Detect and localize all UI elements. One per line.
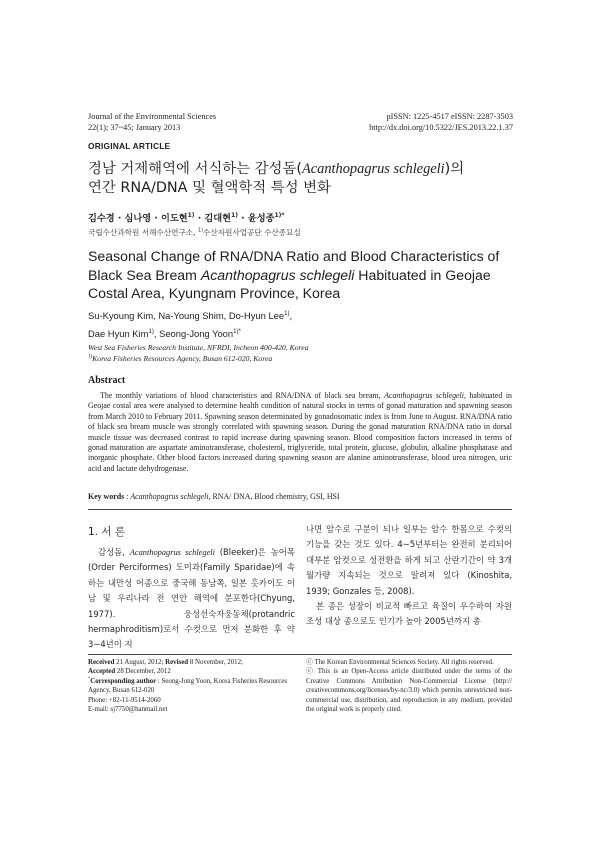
keywords: Key words : Acanthopagrus schlegeli, RNA/ DNA, Blood chemistry, GSI, HSI — [88, 492, 340, 501]
abstract-species: Acanthopagrus schlegeli — [384, 391, 464, 400]
footnote-dates: Received 21 August, 2012; Revised 8 November, 2012; Accepted 28 December, 2012 *Corresponding author : Seong-Jong Yoon, Korea Fisheries Resources Agency, Busan 612-020 Phone: +82-11-9514-2060 E-mail: sj7750@hanmail.net — [88, 658, 292, 714]
korean-title-species: Acanthopagrus schlegeli — [301, 161, 445, 177]
corresponding-email[interactable]: E-mail: sj7750@hanmail.net — [88, 706, 168, 714]
footnote-divider — [88, 654, 512, 655]
keywords-divider — [88, 509, 512, 510]
section-heading-introduction: 1. 서 론 — [88, 526, 125, 538]
abstract-heading: Abstract — [88, 375, 126, 386]
english-title-species: Acanthopagrus schlegeli — [200, 266, 355, 283]
intro-species: Acanthopagrus schlegeli — [129, 548, 215, 557]
footnote-license: ⓒ The Korean Environmental Sciences Society. All rights reserved. ⓒ This is an Open-Access article distributed under the terms of the Creative Commons Attribution Non-Commercial License (http:// creativecommons.org/licenses/by-nc/3.0) which permits unrestricted non-commercial use, distribution, and reproduction in any medium, provided the original work is properly cited. — [306, 659, 512, 714]
korean-title-line1: 경남 거제해역에 서식하는 감성돔(Acanthopagrus schlegeli)의 — [88, 161, 465, 177]
intro-right-column: 나면 암수로 구분이 되나 일부는 암수 한몸으로 수컷의 기능을 갖는 것도 있다. 4∼5년부터는 완전히 분리되어 대부분 암컷으로 성전환을 하게 되고 산란기간이 약 3개월가량 지속되는 것으로 알려져 있다 (Kinoshita, 1939; Gonzales 등, 2008). 본 종은 성장이 비교적 빠르고 육질이 우수하여 자원조성 대상 종으로도 인기가 높아 2005년까지 총 — [306, 524, 512, 627]
journal-issue: 22(1); 37~45; January 2013 — [88, 123, 181, 132]
article-type: ORIGINAL ARTICLE — [88, 141, 171, 151]
english-title-line3: Costal Area, Kyungnam Province, Korea — [88, 285, 341, 301]
english-affiliation: West Sea Fisheries Research Institute, NFRDI, Incheon 400-420, Korea $^{1)}$Korea Fisheries Resources Agency, Busan 612-020, Korea — [88, 343, 309, 363]
journal-doi[interactable]: http://dx.doi.org/10.5322/JES.2013.22.1.37 — [369, 123, 513, 132]
journal-issn: pISSN: 1225-4517 eISSN: 2287-3503 — [386, 112, 513, 121]
english-title — [88, 247, 528, 303]
intro-left-column: 감성돔, Acanthopagrus schlegeli (Bleeker)은 농어목(Order Perciformes) 도미과(Family Sparidae)에 속하는 내만성 어종으로 중국해 동남쪽, 일본 홋카이도 이남 및 우리나라 전 연안 해역에 분포한다(Chyung, 1977). 웅성선숙자웅동체(protandric hermaphroditism)로서 수컷으로 먼저 분화한 후 약 3∼4년이 지 — [88, 547, 295, 650]
english-title-line2: Black Sea Bream Acanthopagrus schlegeli Habituated in Geojae — [88, 266, 491, 283]
english-authors: Su-Kyoung Kim, Na-Young Shim, Do-Hyun Lee$^{1)}$, Dae Hyun Kim$^{1)}$, Seong-Jong Yoon$^{1)*}$ — [88, 309, 293, 339]
english-title-line1: Seasonal Change of RNA/DNA Ratio and Blood Characteristics of — [88, 248, 500, 264]
korean-title — [88, 160, 518, 198]
korean-affiliation: 국립수산과학원 서해수산연구소, $^{1)}$수산자원사업공단 수산종묘실 — [88, 227, 301, 237]
korean-title-line2: 연간 RNA/DNA 및 혈액학적 특성 변화 — [88, 180, 331, 196]
abstract-body: The monthly variations of blood characteristics and RNA/DNA of black sea bream, Acanthopagrus schlegeli, habituated in Geojae costal area were analysed to determine health condition of natural stocks in terms of gonad maturation and spawning season from March 2010 to February 2011. Spawning season determinated by gonadosomatic index is from June to August. RNA/DNA ratio of black sea bream muscle was strongly correlated with spawning season. During the gonad maturation RNA/DNA ratio in dorsal muscle tissue was decreased contrast to rapid increase during spawning season. Blood composition factors increased in terms of gonad maturation are aspartate aminotransferase, cholesterol, triglyceride, total protein, glucose, globulin, alkaline phosphatase and inorganic phosphate. Other blood factors increased during spawning season are alanine aminotransferase, blood urea nitrogen, uric acid and lactate dehydrogenase. — [88, 391, 513, 473]
journal-name: Journal of the Environmental Sciences — [88, 112, 217, 121]
korean-authors: 김수경 · 심나영 · 이도현$^{1)}$ · 김대현$^{1)}$ · 윤성종$^{1)*}$ — [88, 211, 285, 224]
